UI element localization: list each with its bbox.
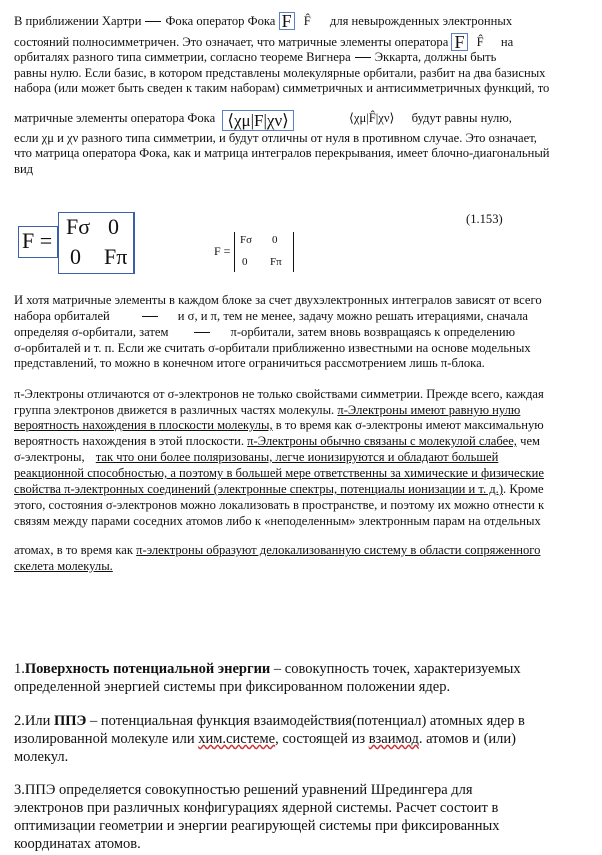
list-item-2-line-2 [14,730,574,748]
matrix-element-box: ⟨χμ|F|χν⟩ [222,110,293,131]
matrix-cell: 0 [70,244,81,269]
p3-line-11: скелета молекулы. [14,559,113,573]
text: орбиталях разного типа симметрии, согласно теореме Вигнера [14,50,351,64]
p2-line-1: И хотя матричные элементы в каждом блоке за счет двухэлектронных интегралов зависят от всего [14,293,542,307]
p2-line-3 [14,325,515,340]
underlined-text: так что они более поляризованы, легче ионизируются и обладают большей [95,450,499,464]
text: чем [520,434,541,448]
text: на [500,35,514,49]
matrix-cell: Fπ [270,256,282,268]
p1-line-4: равны нулю. Если базис, в котором представлены молекулярные орбитали, разбит на два базисных [14,66,546,80]
matrix-cell: 0 [242,256,248,268]
p2-line-2 [14,309,528,324]
list-item-1-line-2: определенной энергией системы при фиксированном положении ядер. [14,679,451,695]
text: Фока оператор Фока [165,14,276,28]
text: . атомов и (или) [418,731,516,747]
list-item-2-line-3: молекул. [14,749,69,765]
p1-line-2 [14,33,513,51]
list-item-3-line-3: оптимизации геометрии и энергии реагирующей системы при фиксированных [14,818,500,834]
fock-operator: F̂ [303,14,311,28]
p3-line-7 [14,482,544,497]
item-number: 1. [14,661,25,677]
p1-line-8: что матрица оператора Фока, как и матрица интегралов перекрывания, имеет блочно-диагональный [14,146,550,160]
matrix-cell: Fσ [240,234,253,246]
text: в то время как σ-электроны имеют максимальную [275,418,544,432]
list-item-3 [14,781,574,853]
equation-number: (1.153) [466,212,503,226]
matrix-cell: 0 [272,234,278,246]
text: – совокупность точек, характеризуемых [270,661,521,677]
list-item-2-line-1 [14,712,574,730]
p3-line-2 [14,403,520,418]
p1-line-9: вид [14,162,34,176]
text: . Кроме [503,482,544,496]
underlined-text: свойства π-электронных соединений (электронные спектры, потенциалы ионизации и т. д.) [14,482,504,496]
equation-small-lhs: F = [214,244,231,258]
text: вероятность нахождения в этой плоскости. [14,434,245,448]
p3-line-9: связям между парами соседних атомов либо к «неподеленным» электронным парам на отдельных [14,514,541,528]
p3-line-1: π-Электроны отличаются от σ-электронов не только свойствами симметрии. Прежде всего, каждая [14,387,544,401]
p2-line-4: σ-орбиталей и т. п. Если же считать σ-орбитали приближенно известными на основе модельных [14,341,531,355]
text: 2.Или [14,713,54,729]
underlined-text: π-Электроны обычно связаны с молекулой слабее, [247,434,517,448]
spellcheck-word: хим.системе [198,731,276,747]
p3-line-4 [14,434,540,449]
spellcheck-word: взаимод [368,731,419,747]
list-item-3-line-4: координатах атомов. [14,836,141,852]
p1-line-5: набора (или может быть сведен к таким наборам) симметричных и антисимметричных функций, то [14,81,550,95]
text: для невырожденных электронных [329,14,513,28]
list-item-1 [14,660,574,696]
p1-line-3 [14,50,496,65]
text: и σ, и π, тем не менее, задачу можно решать итерациями, сначала [177,309,529,323]
text: будут равны нулю, [411,111,512,125]
matrix-cell: Fσ [66,214,91,239]
text: группа электронов движется в различных частях молекулы. [14,403,335,417]
lhs-box [18,226,58,258]
text: набора орбиталей [14,309,110,323]
text: матричные элементы оператора Фока [14,111,216,125]
matrix-element: ⟨χμ|F̂|χν⟩ [348,111,395,125]
underlined-text: π-Электроны имеют равную нулю [337,403,521,417]
list-item-3-line-1: 3.ППЭ определяется совокупностью решений уравнений Шредингера для [14,782,473,798]
equation-lhs: F = [22,228,53,253]
term: ППЭ [53,713,87,729]
p1-line-7: если χμ и χν разного типа симметрии, и будут отличны от нуля в противном случае. Это означает, [14,131,537,145]
p1-line-1 [14,12,512,30]
text: π-орбитали, затем вновь возвращаясь к определению [230,325,516,339]
p3-line-3 [14,418,544,433]
p3-line-8: этого, состояния σ-электронов можно локализовать в пространстве, и поэтому их можно отнести к [14,498,545,512]
dash [355,57,371,58]
underlined-text: вероятность нахождения в плоскости молекулы, [14,418,273,432]
text: определяя σ-орбитали, затем [14,325,169,339]
p1-line-6 [14,110,512,131]
text: атомах, в то время как [14,543,133,557]
fock-operator-box: F [451,33,467,51]
text: состояний полносимметричен. Это означает, что матричные элементы оператора [14,35,449,49]
list-item-1-line-1 [14,660,574,678]
fock-operator-box: F [279,12,295,30]
text: В приближении Хартри [14,14,142,28]
text: , состоящей из [275,731,369,747]
matrix-cell: Fπ [104,244,128,269]
p3-line-5 [14,450,498,465]
dash [194,332,210,333]
p2-line-5: представлений, то можно в конечном итоге ограничиться рассмотрением лишь π-блока. [14,356,485,370]
list-item-3-line-2: электронов при различных конфигурациях ядерной системы. Расчет состоит в [14,800,499,816]
dash [145,21,161,22]
list-item-2 [14,712,574,766]
text: Эккарта, должны быть [374,50,497,64]
dash [142,316,158,317]
term: Поверхность потенциальной энергии [24,661,271,677]
text: σ-электроны, [14,450,85,464]
p3-line-10 [14,543,540,558]
text: – потенциальная функция взаимодействия(потенциал) атомных ядер в [86,713,525,729]
text: изолированной молекуле или [14,731,199,747]
p3-line-6: реакционной способностью, а поэтому в большей мере ответственны за химические и физические [14,466,544,480]
matrix-cell: 0 [108,214,119,239]
underlined-text: π-электроны образуют делокализованную систему в области сопряженного [136,543,541,557]
fock-operator: F̂ [476,35,484,49]
